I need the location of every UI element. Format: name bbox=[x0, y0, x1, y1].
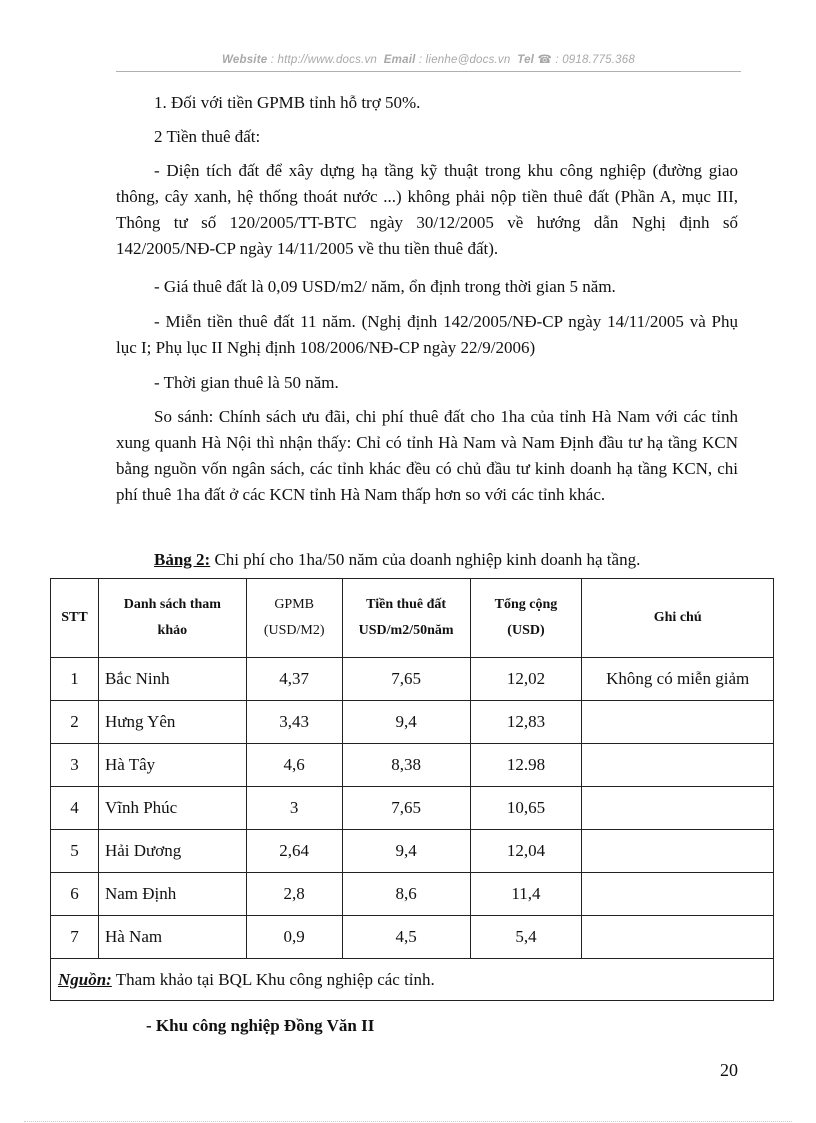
cell-rent: 9,4 bbox=[342, 830, 470, 873]
cost-comparison-table bbox=[50, 578, 774, 1001]
header-name: Danh sách tham khảo bbox=[98, 579, 246, 658]
header-rent: Tiền thuê đất USD/m2/50năm bbox=[342, 579, 470, 658]
table-source-row bbox=[51, 959, 774, 1001]
cell-stt: 1 bbox=[51, 658, 99, 701]
header-gpmb: GPMB (USD/M2) bbox=[246, 579, 342, 658]
page-header bbox=[116, 52, 741, 66]
header-divider bbox=[116, 71, 741, 72]
cell-stt: 5 bbox=[51, 830, 99, 873]
section-heading: - Khu công nghiệp Đồng Văn II bbox=[146, 1016, 375, 1035]
cell-name: Vĩnh Phúc bbox=[98, 787, 246, 830]
cell-rent: 8,38 bbox=[342, 744, 470, 787]
header-total: Tổng cộng (USD) bbox=[470, 579, 582, 658]
paragraph-4: - Giá thuê đất là 0,09 USD/m2/ năm, ổn định trong thời gian 5 năm. bbox=[154, 277, 616, 296]
cell-stt: 4 bbox=[51, 787, 99, 830]
table-caption-text: Chi phí cho 1ha/50 năm của doanh nghiệp kinh doanh hạ tầng. bbox=[210, 550, 641, 569]
cell-name: Hưng Yên bbox=[98, 701, 246, 744]
table-header-row bbox=[51, 579, 774, 658]
website-label: Website bbox=[222, 54, 268, 66]
table-row bbox=[51, 873, 774, 916]
cell-rent: 8,6 bbox=[342, 873, 470, 916]
cell-note bbox=[582, 787, 774, 830]
page-number: 20 bbox=[720, 1060, 738, 1080]
cell-rent: 7,65 bbox=[342, 658, 470, 701]
paragraph-3: - Diện tích đất để xây dựng hạ tầng kỹ thuật trong khu công nghiệp (đường giao thông, cây xanh, hệ thống thoát nước ...) không phải nộp tiền thuê đất (Phần A, mục III, Thông tư số 120/2005/TT-BTC ngày 30/12/2005 về hướng dẫn Nghị định số 142/2005/NĐ-CP ngày 14/11/2005 về thu tiền thuê đất). bbox=[116, 161, 738, 258]
cell-total: 12,02 bbox=[470, 658, 582, 701]
source-text: Tham khảo tại BQL Khu công nghiệp các tỉnh. bbox=[111, 969, 435, 989]
table-caption-label: Bảng 2: bbox=[154, 550, 211, 569]
header-stt: STT bbox=[51, 579, 99, 658]
header-note: Ghi chú bbox=[582, 579, 774, 658]
cell-stt: 3 bbox=[51, 744, 99, 787]
paragraph-1: 1. Đối với tiền GPMB tỉnh hỗ trợ 50%. bbox=[154, 93, 421, 112]
tel-label: Tel bbox=[517, 54, 535, 66]
table-row bbox=[51, 658, 774, 701]
email-label: Email bbox=[383, 54, 416, 66]
table-caption bbox=[154, 548, 640, 572]
cell-rent: 4,5 bbox=[342, 916, 470, 959]
cell-gpmb: 2,8 bbox=[246, 873, 342, 916]
cell-gpmb: 4,6 bbox=[246, 744, 342, 787]
table-row bbox=[51, 701, 774, 744]
cell-total: 12.98 bbox=[470, 744, 582, 787]
cell-name: Bắc Ninh bbox=[98, 658, 246, 701]
cell-gpmb: 0,9 bbox=[246, 916, 342, 959]
website-value: : http://www.docs.vn bbox=[270, 54, 377, 66]
cell-name: Nam Định bbox=[98, 873, 246, 916]
cell-note: Không có miễn giảm bbox=[582, 658, 774, 701]
cell-note bbox=[582, 830, 774, 873]
table-row bbox=[51, 787, 774, 830]
cell-name: Hà Tây bbox=[98, 744, 246, 787]
cell-gpmb: 3,43 bbox=[246, 701, 342, 744]
cell-note bbox=[582, 701, 774, 744]
paragraph-7: So sánh: Chính sách ưu đãi, chi phí thuê đất cho 1ha của tỉnh Hà Nam với các tỉnh xung quanh Hà Nội thì nhận thấy: Chỉ có tỉnh Hà Nam và Nam Định đầu tư hạ tầng KCN bằng nguồn vốn ngân sách, các tỉnh khác đều có chủ đầu tư kinh doanh hạ tầng KCN, chi phí thuê 1ha đất ở các KCN tỉnh Hà Nam thấp hơn so với các tỉnh khác. bbox=[116, 407, 738, 504]
cell-note bbox=[582, 744, 774, 787]
cell-rent: 9,4 bbox=[342, 701, 470, 744]
cell-gpmb: 2,64 bbox=[246, 830, 342, 873]
footer-divider bbox=[24, 1121, 792, 1122]
cell-stt: 2 bbox=[51, 701, 99, 744]
email-value: : lienhe@docs.vn bbox=[418, 54, 511, 66]
cell-gpmb: 4,37 bbox=[246, 658, 342, 701]
cell-total: 12,83 bbox=[470, 701, 582, 744]
tel-value: ☎ : 0918.775.368 bbox=[537, 54, 635, 66]
cell-total: 11,4 bbox=[470, 873, 582, 916]
paragraph-6: - Thời gian thuê là 50 năm. bbox=[154, 373, 339, 392]
cell-total: 5,4 bbox=[470, 916, 582, 959]
cell-stt: 7 bbox=[51, 916, 99, 959]
cell-name: Hà Nam bbox=[98, 916, 246, 959]
cell-rent: 7,65 bbox=[342, 787, 470, 830]
paragraph-2: 2 Tiền thuê đất: bbox=[154, 127, 261, 146]
paragraph-5: - Miễn tiền thuê đất 11 năm. (Nghị định 142/2005/NĐ-CP ngày 14/11/2005 và Phụ lục I; Phụ lục II Nghị định 108/2006/NĐ-CP ngày 22/9/2006) bbox=[116, 312, 738, 357]
cell-stt: 6 bbox=[51, 873, 99, 916]
table-source bbox=[51, 959, 774, 1001]
cell-name: Hải Dương bbox=[98, 830, 246, 873]
cell-gpmb: 3 bbox=[246, 787, 342, 830]
cell-total: 12,04 bbox=[470, 830, 582, 873]
cell-total: 10,65 bbox=[470, 787, 582, 830]
source-label: Nguồn: bbox=[58, 969, 112, 989]
table-row bbox=[51, 744, 774, 787]
table-row bbox=[51, 830, 774, 873]
cell-note bbox=[582, 873, 774, 916]
table-row bbox=[51, 916, 774, 959]
cell-note bbox=[582, 916, 774, 959]
